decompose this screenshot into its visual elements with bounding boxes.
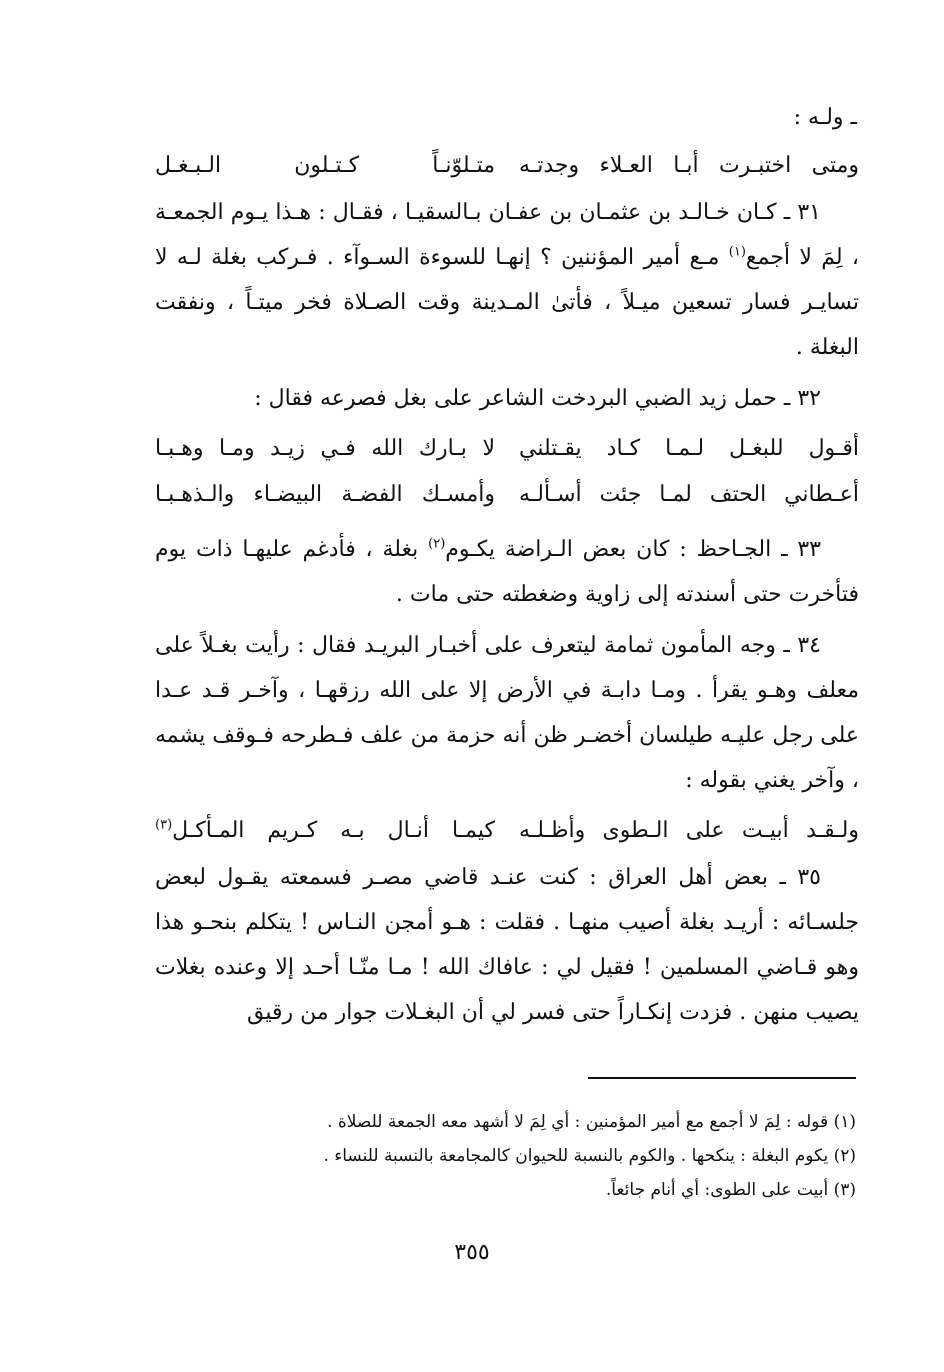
verse-first-hemistich: ولـقـد أبيـت على الـطوى وأظـلـه xyxy=(519,818,859,843)
page-number: ٣٥٥ xyxy=(454,1240,490,1265)
main-text xyxy=(155,100,859,1041)
section-label: ـ ولـه : xyxy=(793,105,857,130)
paragraph-31 xyxy=(155,190,859,370)
verse-line xyxy=(155,144,859,188)
paragraph-text: وجه المأمون ثمامة ليتعرف على أخبـار البريـد فقال : رأيت بغـلاً على معلف وهـو يقرأ . ومـا دابـة في الأرض إلا على الله رزقهـا ، وآخـر قـد عـدا على رجل عليـه طيلسان أخضـر ظن أنه حزمة من علف فـطرحه فـوقف يشمه ، وآخر يغني بقوله : xyxy=(155,633,859,793)
paragraph-number: ٣٣ ـ xyxy=(781,537,821,562)
verse-first-hemistich: ومتى اختبـرت أبـا العـلاء وجدتـه xyxy=(519,153,859,178)
footnote-divider xyxy=(588,1077,856,1079)
paragraph-text: كـان خـالـد بن عثمـان بن عفـان بـالسقيـا ، فقـال : هـذا يـوم الجمعـة ، لِمَ لا أجمع xyxy=(155,200,859,270)
paragraph-34 xyxy=(155,623,859,803)
footnote-marker: (٢) xyxy=(428,536,446,552)
paragraph-text: بعض أهل العراق : كنت عنـد قاضي مصـر فسمعته يقـول لبعض جلسـائه : أريـد بغلة أصيب منهـا . فقلت : هـو أمجن النـاس ! يتكلم بنحـو هذا وهو قـاضي المسلمين ! فقيل لي : عافاك الله ! مـا منّـا أحـد إلا وعنده بغلات يصيب منهن . فزدت إنكـاراً حتى فسر لي أن البغـلات جوار من رقيق xyxy=(155,865,859,1025)
verse-text: كيمـا أنـال بـه كـريم المـأكـل xyxy=(172,818,495,843)
verse-line xyxy=(155,473,859,517)
verse-first-hemistich: أعـطاني الحتف لمـا جئت أسـألـه xyxy=(519,482,859,507)
paragraph-35 xyxy=(155,855,859,1035)
paragraph-33 xyxy=(155,527,859,617)
footnote-marker: (٣) xyxy=(155,817,173,833)
verse-second-hemistich: متـلوّنـاً كـتـلون الـبـغـل xyxy=(155,153,495,178)
paragraph-text: مـع أمير المؤننين ؟ إنهـا للسوءة السـوآء . فـركب بغلة لـه لا تسايـر فسار تسعين ميـلاً ، فأتىٰ المـدينة وقت الصـلاة فخر ميتـاً ، ونفقت البغلة . xyxy=(155,245,859,360)
paragraph-text: بغلة ، فأدغم عليهـا ذات يوم فتأخرت حتى أسندته إلى زاوية وضغطته حتى مات . xyxy=(155,537,859,607)
footnote-1: (١) قوله : لِمَ لا أجمع مع أمير المؤمنين : أي لِمَ لا أشهد معه الجمعة للصلاة . xyxy=(327,1112,856,1132)
paragraph-number: ٣٢ ـ xyxy=(783,386,821,411)
verse-second-hemistich: لا بـارك الله فـي زيـد ومـا وهـبـا xyxy=(155,436,495,461)
verse-first-hemistich: أقـول للبغـل لـمـا كـاد يقـتلني xyxy=(519,436,859,461)
footnote-marker: (١) xyxy=(728,244,746,260)
paragraph-text: الجـاحظ : كان بعض الـراضة يكـوم xyxy=(445,537,772,562)
footnote-2: (٢) يكوم البغلة : ينكحها . والكوم بالنسبة للحيوان كالمجامعة بالنسبة للنساء . xyxy=(323,1146,856,1166)
footnotes xyxy=(176,1105,856,1207)
paragraph-32 xyxy=(155,376,859,421)
verse-group-32 xyxy=(155,427,859,517)
verse-second-hemistich: وأمسـك الفضـة البيضـاء والـذهـبـا xyxy=(155,482,495,507)
verse-line xyxy=(155,427,859,471)
paragraph-number: ٣١ ـ xyxy=(783,200,821,225)
footnote-3: (٣) أبيت على الطوى: أي أنام جائعاً. xyxy=(605,1180,856,1200)
verse-second-hemistich xyxy=(155,809,495,853)
paragraph-number: ٣٤ ـ xyxy=(783,633,821,658)
paragraph-number: ٣٥ ـ xyxy=(779,865,821,890)
paragraph-text: حمل زيد الضبي البردخت الشاعر على بغل فصرعه فقال : xyxy=(254,386,777,411)
verse-line xyxy=(155,809,859,853)
